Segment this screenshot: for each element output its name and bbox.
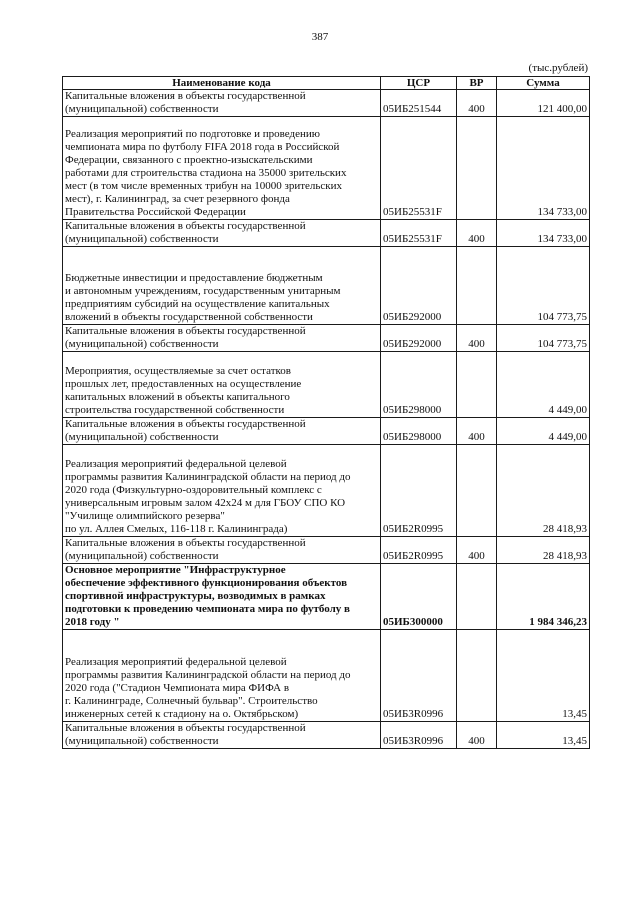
- table-row: [63, 722, 590, 749]
- table-row: [63, 352, 590, 418]
- table-row: [63, 220, 590, 247]
- page-number: 387: [311, 31, 329, 43]
- row-name: Капитальные вложения в объекты государственной (муниципальной) собственности: [63, 418, 381, 445]
- row-vr: 400: [457, 325, 497, 352]
- row-vr: 400: [457, 722, 497, 749]
- budget-table: [62, 76, 590, 749]
- row-vr: [457, 117, 497, 220]
- row-sum: 104 773,75: [497, 247, 590, 325]
- row-name: Бюджетные инвестиции и предоставление бюджетным и автономным учреждениям, государственным унитарным предприятиям субсидий на осуществление капитальных вложений в объекты государственной собственности: [63, 247, 381, 325]
- table-row: [63, 537, 590, 564]
- row-code: 05ИБ25531F: [381, 220, 457, 247]
- row-name: Основное мероприятие "Инфраструктурное обеспечение эффективного функционирования объектов спортивной инфраструктуры, возводимых в рамках подготовки к проведению чемпионата мира по футболу в 2018 году ": [63, 564, 381, 630]
- table-row: [63, 247, 590, 325]
- units-label: (тыс.рублей): [528, 62, 588, 74]
- table-row: [63, 630, 590, 722]
- row-sum: 13,45: [497, 722, 590, 749]
- row-code: 05ИБ292000: [381, 325, 457, 352]
- row-code: 05ИБ298000: [381, 418, 457, 445]
- row-vr: [457, 352, 497, 418]
- table-row: [63, 418, 590, 445]
- row-name: Реализация мероприятий федеральной целевой программы развития Калининградской области на период до 2020 года ("Стадион Чемпионата мира ФИФА в г. Калининграде, Солнечный бульвар". Строительство инженерных сетей к стадиону на о. Октябрьском): [63, 630, 381, 722]
- row-name: Мероприятия, осуществляемые за счет остатков прошлых лет, предоставленных на осуществление капитальных вложений в объекты капитального строительства государственной собственности: [63, 352, 381, 418]
- row-vr: 400: [457, 220, 497, 247]
- row-code: 05ИБ25531F: [381, 117, 457, 220]
- row-vr: [457, 630, 497, 722]
- row-code: 05ИБ2R0995: [381, 537, 457, 564]
- header-name: Наименование кода: [63, 77, 381, 90]
- row-sum: 1 984 346,23: [497, 564, 590, 630]
- row-vr: 400: [457, 418, 497, 445]
- row-sum: 104 773,75: [497, 325, 590, 352]
- table-row: [63, 117, 590, 220]
- header-code: ЦСР: [381, 77, 457, 90]
- row-vr: 400: [457, 90, 497, 117]
- table-row: [63, 90, 590, 117]
- row-name: Капитальные вложения в объекты государственной (муниципальной) собственности: [63, 537, 381, 564]
- row-sum: 28 418,93: [497, 445, 590, 537]
- header-sum: Сумма: [497, 77, 590, 90]
- row-vr: 400: [457, 537, 497, 564]
- row-name: Реализация мероприятий по подготовке и проведению чемпионата мира по футболу FIFA 2018 года в Российской Федерации, связанного с проектно-изыскательскими работами для строительства стадиона на 35000 зрительских мест (в том числе временных трибун на 10000 зрительских мест), г. Калининград, за счет резервного фонда Правительства Российской Федерации: [63, 117, 381, 220]
- row-sum: 134 733,00: [497, 220, 590, 247]
- row-sum: 28 418,93: [497, 537, 590, 564]
- row-sum: 4 449,00: [497, 352, 590, 418]
- row-name: Капитальные вложения в объекты государственной (муниципальной) собственности: [63, 90, 381, 117]
- row-vr: [457, 564, 497, 630]
- table-row-main-activity: [63, 564, 590, 630]
- row-vr: [457, 247, 497, 325]
- row-sum: 13,45: [497, 630, 590, 722]
- row-name: Капитальные вложения в объекты государственной (муниципальной) собственности: [63, 722, 381, 749]
- row-code: 05ИБ3R0996: [381, 630, 457, 722]
- row-name: Капитальные вложения в объекты государственной (муниципальной) собственности: [63, 220, 381, 247]
- row-vr: [457, 445, 497, 537]
- row-code: 05ИБ298000: [381, 352, 457, 418]
- row-name: Реализация мероприятий федеральной целевой программы развития Калининградской области на период до 2020 года (Физкультурно-оздоровительный комплекс с универсальным игровым залом 42х24 м для ГБОУ СПО КО "Училище олимпийского резерва" по ул. Аллея Смелых, 116-118 г. Калининграда): [63, 445, 381, 537]
- row-code: 05ИБ292000: [381, 247, 457, 325]
- table-row: [63, 325, 590, 352]
- table-header-row: [63, 77, 590, 90]
- row-name: Капитальные вложения в объекты государственной (муниципальной) собственности: [63, 325, 381, 352]
- row-code: 05ИБ3R0996: [381, 722, 457, 749]
- row-sum: 4 449,00: [497, 418, 590, 445]
- row-sum: 121 400,00: [497, 90, 590, 117]
- row-code: 05ИБ300000: [381, 564, 457, 630]
- row-code: 05ИБ2R0995: [381, 445, 457, 537]
- row-sum: 134 733,00: [497, 117, 590, 220]
- row-code: 05ИБ251544: [381, 90, 457, 117]
- header-vr: ВР: [457, 77, 497, 90]
- table-row: [63, 445, 590, 537]
